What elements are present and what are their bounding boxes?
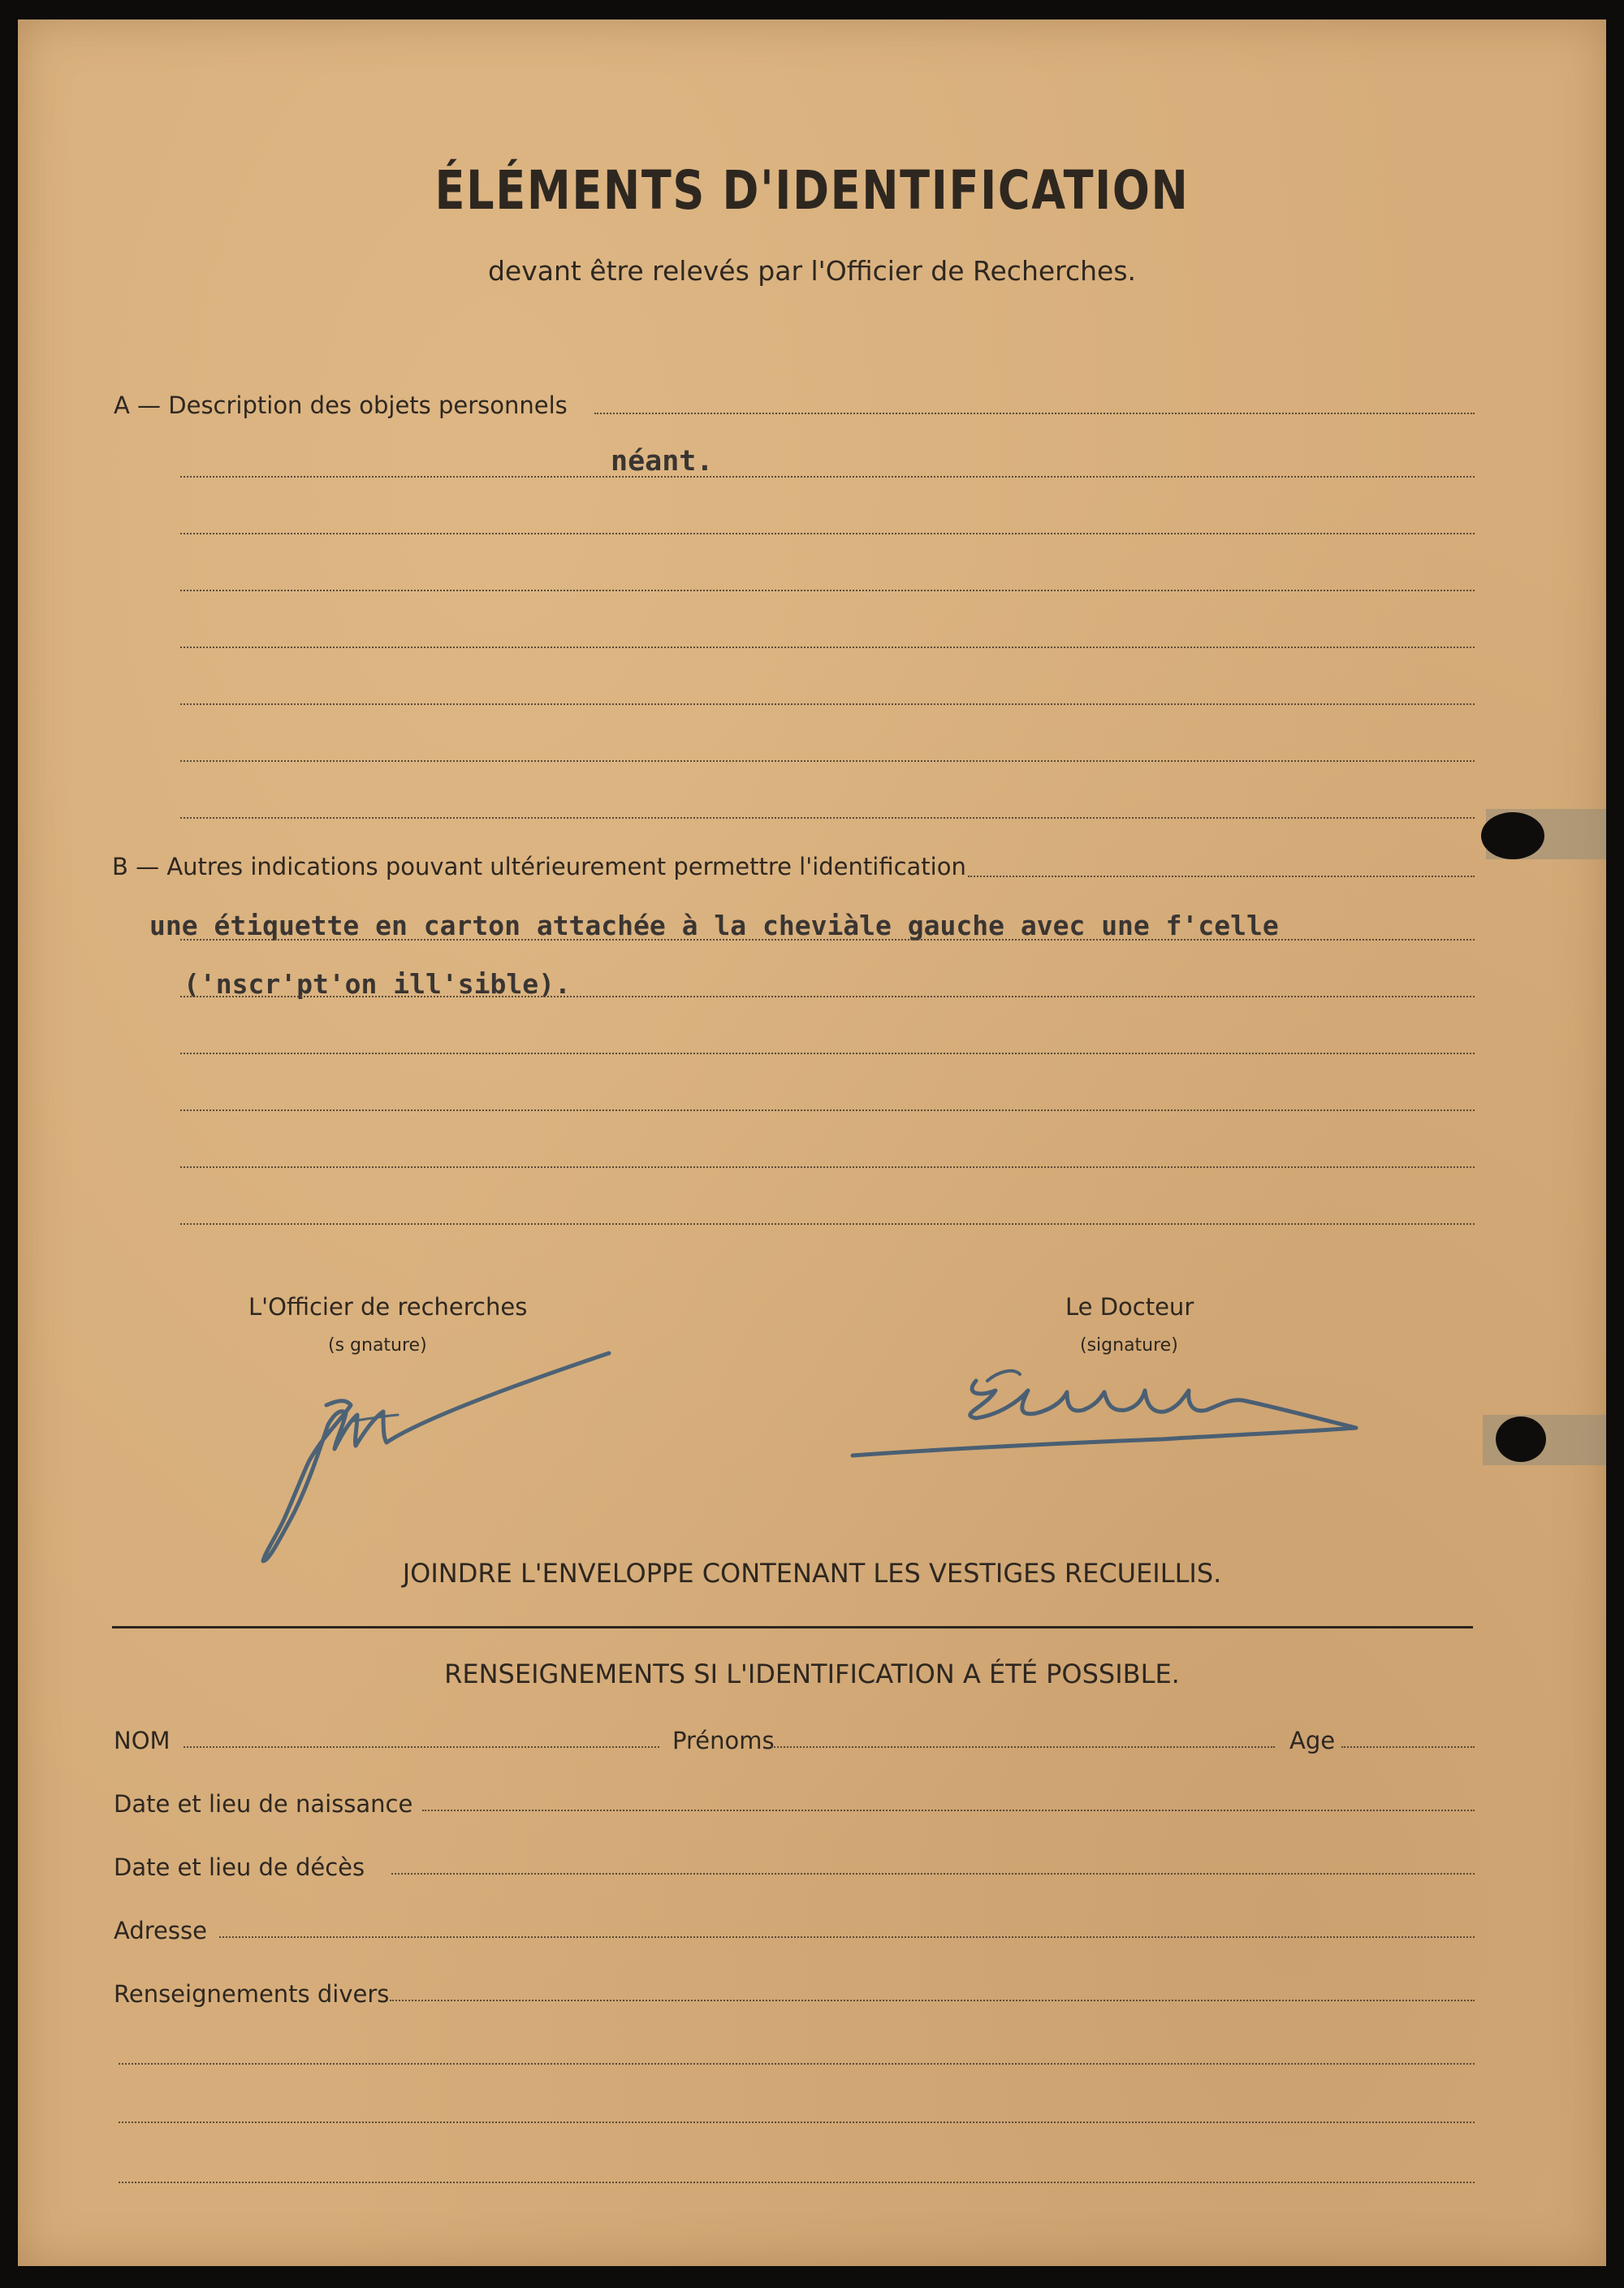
divers-dotted-line (119, 2182, 1475, 2183)
officer-signature-note: (s gnature) (328, 1335, 427, 1356)
horizontal-rule (112, 1626, 1473, 1628)
officer-title: L'Officier de recherches (248, 1293, 528, 1321)
divers-dotted-line (119, 2063, 1475, 2065)
nom-label: NOM (114, 1727, 171, 1754)
age-dotted-line (1341, 1746, 1475, 1748)
section-a-dotted-line (180, 647, 1475, 648)
section-a-dotted-line (180, 760, 1475, 762)
divers-dotted-line (390, 2000, 1475, 2001)
section-b-label: B — Autres indications pouvant ultérieurement permettre l'identification (112, 853, 966, 880)
section-a-label: A — Description des objets personnels (114, 391, 568, 419)
section-a-dotted-line (180, 703, 1475, 705)
section-b-dotted-line (180, 1109, 1475, 1111)
death-label: Date et lieu de décès (114, 1853, 365, 1881)
birth-dotted-line (422, 1810, 1475, 1811)
section-b-value-line2: ('nscr'pt'on ill'sible). (184, 968, 571, 1000)
birth-label: Date et lieu de naissance (114, 1790, 413, 1818)
section-a-value: néant. (611, 445, 714, 478)
identification-heading: RENSEIGNEMENTS SI L'IDENTIFICATION A ÉTÉ POSSIBLE. (444, 1659, 1180, 1689)
nom-dotted-line (184, 1746, 659, 1748)
form-subtitle: devant être relevés par l'Officier de Recherches. (487, 255, 1137, 287)
divers-label: Renseignements divers (114, 1980, 390, 2008)
divers-dotted-line (119, 2121, 1475, 2123)
section-b-dotted-line (180, 1053, 1475, 1054)
section-a-dotted-line (594, 413, 1475, 414)
document-sheet (18, 19, 1606, 2266)
section-b-dotted-line (180, 939, 1475, 941)
doctor-signature (836, 1348, 1372, 1470)
section-b-value-line1: une étiquette en carton attachée à la cheviàle gauche avec une f'celle (149, 910, 1279, 941)
adresse-label: Adresse (114, 1917, 207, 1944)
officer-signature (244, 1348, 633, 1576)
prenoms-label: Prénoms (672, 1727, 775, 1754)
section-b-dotted-line (180, 1166, 1475, 1168)
enclosure-notice: JOINDRE L'ENVELOPPE CONTENANT LES VESTIGES RECUEILLIS. (402, 1558, 1222, 1589)
section-a-dotted-line (180, 817, 1475, 819)
death-dotted-line (391, 1873, 1475, 1875)
section-a-dotted-line (180, 533, 1475, 534)
form-title: ÉLÉMENTS D'IDENTIFICATION (434, 159, 1190, 222)
adresse-dotted-line (219, 1936, 1475, 1938)
section-b-dotted-line (968, 876, 1475, 877)
punch-hole (1481, 812, 1544, 859)
section-a-dotted-line (180, 590, 1475, 591)
section-b-dotted-line (180, 1223, 1475, 1225)
section-a-dotted-line (180, 476, 1475, 478)
section-b-dotted-line (180, 996, 1475, 997)
punch-hole (1496, 1416, 1546, 1462)
age-label: Age (1289, 1727, 1336, 1754)
doctor-signature-note: (signature) (1080, 1335, 1178, 1356)
doctor-title: Le Docteur (1065, 1293, 1194, 1321)
prenoms-dotted-line (771, 1746, 1275, 1748)
